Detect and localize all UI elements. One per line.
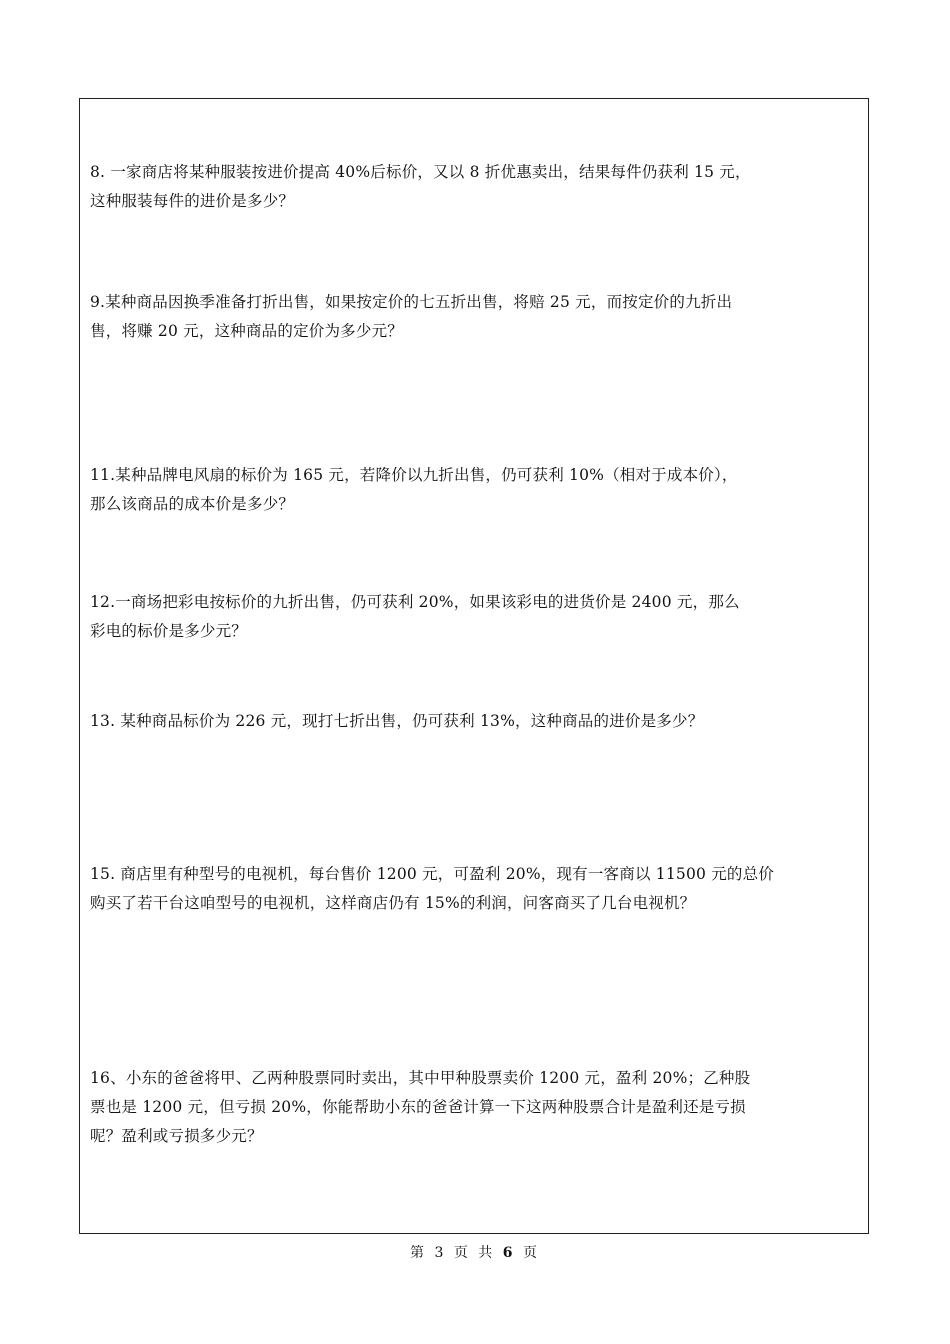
problem-8-line-2: 这种服装每件的进价是多少？	[90, 192, 295, 210]
footer-total-pages: 6	[502, 1245, 516, 1261]
problem-11	[90, 461, 860, 519]
problem-16-line-3: 呢？盈利或亏损多少元？	[90, 1127, 263, 1145]
problem-11-line-1: 11.某种品牌电风扇的标价为 165 元，若降价以九折出售，仍可获利 10%（相对于成本价），	[90, 466, 738, 484]
problem-13-line-1: 13. 某种商品标价为 226 元，现打七折出售，仍可获利 13%，这种商品的进价是多少？	[90, 712, 704, 730]
problem-16-line-2: 票也是 1200 元，但亏损 20%，你能帮助小东的爸爸计算一下这两种股票合计是盈利还是亏损	[90, 1098, 746, 1116]
problem-8	[90, 158, 860, 216]
problem-9-line-1: 9.某种商品因换季准备打折出售，如果按定价的七五折出售，将赔 25 元，而按定价的九折出	[90, 293, 733, 311]
page-footer	[0, 1242, 950, 1262]
footer-prefix: 第	[410, 1245, 428, 1261]
problem-13	[90, 707, 860, 736]
problem-12-line-2: 彩电的标价是多少元？	[90, 622, 248, 640]
footer-middle: 页 共	[453, 1245, 496, 1261]
problem-8-line-1: 8. 一家商店将某种服装按进价提高 40%后标价，又以 8 折优惠卖出，结果每件仍获利 15 元，	[90, 163, 751, 181]
problem-12-line-1: 12.一商场把彩电按标价的九折出售，仍可获利 20%，如果该彩电的进货价是 2400 元，那么	[90, 593, 740, 611]
problem-16-line-1: 16、小东的爸爸将甲、乙两种股票同时卖出，其中甲种股票卖价 1200 元，盈利 20%；乙种股	[90, 1069, 751, 1087]
problem-15-line-1: 15. 商店里有种型号的电视机，每台售价 1200 元，可盈利 20%，现有一客商以 11500 元的总价	[90, 865, 775, 883]
footer-current-page: 3	[434, 1245, 447, 1261]
problem-11-line-2: 那么该商品的成本价是多少？	[90, 495, 295, 513]
problem-9-line-2: 售，将赚 20 元，这种商品的定价为多少元？	[90, 322, 403, 340]
footer-suffix: 页	[522, 1245, 540, 1261]
problem-15	[90, 860, 860, 918]
problem-9	[90, 288, 860, 346]
problem-16	[90, 1064, 860, 1151]
problem-15-line-2: 购买了若干台这咱型号的电视机，这样商店仍有 15%的利润，问客商买了几台电视机？	[90, 894, 696, 912]
problem-12	[90, 588, 860, 646]
